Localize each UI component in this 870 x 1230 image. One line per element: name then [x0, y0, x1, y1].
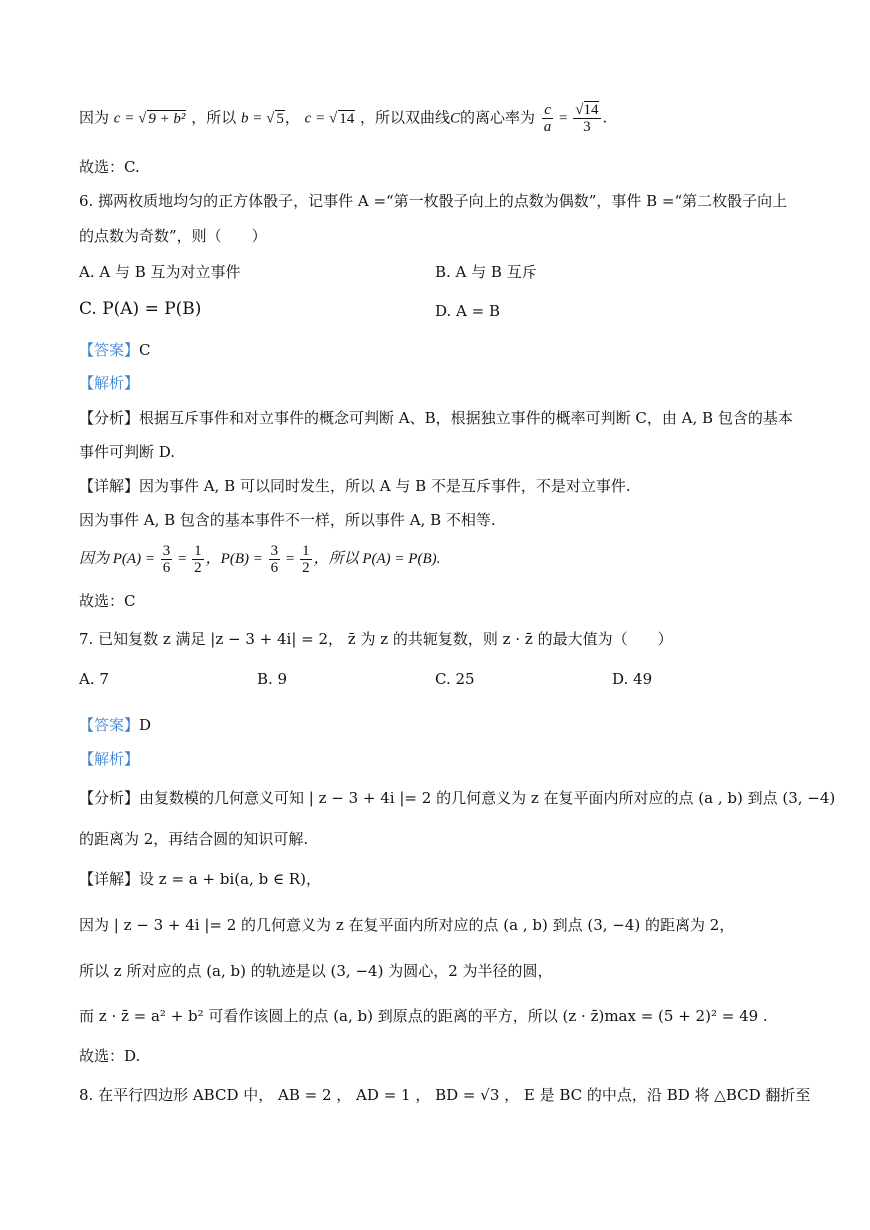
q7-analysis-tag: 【解析】 — [79, 750, 140, 768]
answer-tag: 【答案】 — [79, 341, 140, 359]
q6-xiangjie-line2: 因为事件 A, B 包含的基本事件不一样，所以事件 A, B 不相等. — [79, 511, 496, 529]
q6-probability-line: 因为 P(A) = $\frac{3}{6}$ = $\frac{1}{2}$ ，P(B) = $\frac{3}{6}$ = $\frac{1}{2}$ ，所以 P(A) = P(B). — [79, 542, 441, 576]
q7-option-d: D. 49 — [612, 670, 653, 688]
q7-xiangjie-line3: 所以 z 所对应的点 (a, b) 的轨迹是以 (3, −4) 为圆心，2 为半径的圆， — [79, 962, 553, 980]
q6-option-c: C. P(A) = P(B) — [79, 299, 202, 319]
q5-choice: 故选：C. — [79, 158, 140, 176]
q6-option-a: A. A 与 B 互为对立事件 — [79, 263, 241, 281]
q7-xiangjie-line2: 因为 | z − 3 + 4i |= 2 的几何意义为 z 在复平面内所对应的点 (a , b) 到点 (3, −4) 的距离为 2， — [79, 916, 735, 934]
math: = — [555, 110, 572, 127]
q7-xiangjie-line1: 【详解】设 z = a + bi(a, b ∈ R)， — [79, 870, 321, 888]
answer-value: C — [139, 341, 151, 359]
q7-choice: 故选：D. — [79, 1047, 141, 1065]
q7-xiangjie-line4: 而 z · z̄ = a² + b² 可看作该圆上的点 (a, b) 到原点的距离的平方，所以 (z · z̄)max = (5 + 2)² = 49 . — [79, 1007, 768, 1025]
answer-value: D — [139, 716, 152, 734]
q6-fenxi-line2: 事件可判断 D. — [79, 443, 176, 461]
text: ，所以 — [191, 108, 237, 127]
text: 因为 — [79, 108, 110, 127]
q7-option-a: A. 7 — [79, 670, 109, 688]
q8-stem-line1: 8. 在平行四边形 ABCD 中， AB = 2 ， AD = 1 ， BD = √3 ， E 是 BC 的中点，沿 BD 将 △BCD 翻折至 — [79, 1086, 811, 1104]
text: ，所以双曲线 — [359, 108, 450, 127]
q6-analysis-tag: 【解析】 — [79, 374, 140, 392]
fraction-c-over-a: $\frac{c}{a}$ — [543, 102, 552, 135]
math-radicand: 14 — [339, 110, 355, 127]
q5-formula-line: 因为 c = √ 9 + b² ，所以 b = √ 5， c = √ 14 ，所以双曲线C的离心率为 $\frac{c}{a}$ = $\frac{√14}{3}$ . — [79, 102, 608, 135]
q6-stem-line1: 6. 掷两枚质地均匀的正方体骰子，记事件 A =“第一枚骰子向上的点数为偶数”，事件 B =“第二枚骰子向上 — [79, 192, 788, 210]
q7-fenxi-line2: 的距离为 2，再结合圆的知识可解. — [79, 830, 309, 848]
math: b = — [241, 110, 267, 127]
q6-option-d: D. A = B — [435, 302, 500, 320]
math: c = — [113, 110, 139, 127]
q6-choice: 故选：C — [79, 592, 136, 610]
math: c = — [304, 110, 329, 127]
text: 的离心率为 — [460, 108, 536, 127]
q7-option-c: C. 25 — [435, 670, 475, 688]
q6-answer — [79, 339, 810, 361]
q7-answer: 【答案】D — [79, 716, 152, 734]
q7-fenxi-line1: 【分析】由复数模的几何意义可知 | z − 3 + 4i |= 2 的几何意义为 z 在复平面内所对应的点 (a , b) 到点 (3, −4) — [79, 789, 836, 807]
xiangjie-tag: 【详解】 — [79, 477, 140, 495]
math-radicand: 9 + b² — [148, 110, 186, 127]
fenxi-tag: 【分析】 — [79, 409, 140, 427]
fraction-sqrt14-over-3: $\frac{√14}{3}$ — [575, 102, 599, 135]
math: C — [449, 110, 460, 127]
text: . — [602, 108, 608, 127]
q6-stem-line2: 的点数为奇数”，则（ ） — [79, 227, 267, 245]
q7-stem: 7. 已知复数 z 满足 |z − 3 + 4i| = 2， z̄ 为 z 的共轭复数，则 z · z̄ 的最大值为（ ） — [79, 630, 673, 648]
q6-xiangjie-line1: 【详解】因为事件 A, B 可以同时发生，所以 A 与 B 不是互斥事件，不是对立事件. — [79, 477, 631, 495]
text: ， — [284, 108, 300, 127]
q6-fenxi-line1: 【分析】根据互斥事件和对立事件的概念可判断 A、B，根据独立事件的概率可判断 C，由 A, B 包含的基本 — [79, 409, 793, 427]
math-radicand: 5 — [276, 110, 284, 127]
q7-option-b: B. 9 — [257, 670, 288, 688]
q6-option-b: B. A 与 B 互斥 — [435, 263, 537, 281]
